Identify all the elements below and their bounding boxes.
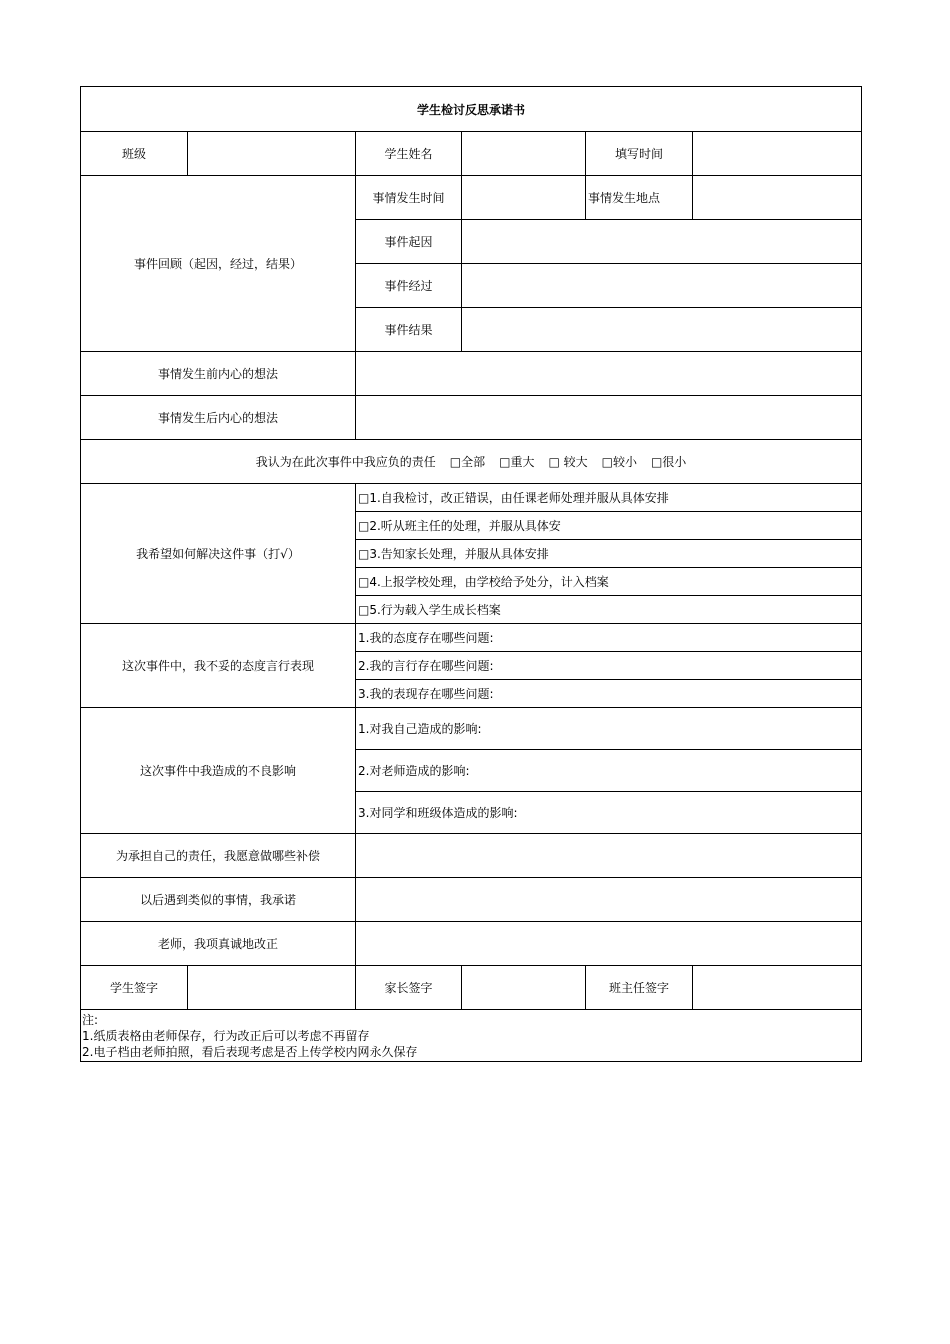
resolution-option-4[interactable]: □4.上报学校处理，由学校给予处分，计入档案 — [356, 568, 862, 596]
form-title: 学生检讨反思承诺书 — [81, 87, 862, 132]
compensation-label: 为承担自己的责任，我愿意做哪些补偿 — [81, 834, 356, 878]
compensation-input-cell[interactable] — [356, 834, 862, 878]
responsibility-label: 我认为在此次事件中我应负的责任 — [255, 455, 436, 469]
event-result-label: 事件结果 — [356, 308, 462, 352]
promise-label: 以后遇到类似的事情，我承诺 — [81, 878, 356, 922]
event-cause-input-cell[interactable] — [462, 220, 862, 264]
event-time-input-cell[interactable] — [462, 176, 586, 220]
student-signature-label: 学生签字 — [81, 966, 188, 1010]
event-process-input-cell[interactable] — [462, 264, 862, 308]
notes-line-2: 2.电子档由老师拍照，看后表现考虑是否上传学校内网永久保存 — [82, 1045, 418, 1059]
responsibility-row — [81, 440, 862, 484]
event-review-label: 事件回顾（起因，经过，结果） — [81, 176, 356, 352]
student-name-label: 学生姓名 — [356, 132, 462, 176]
responsibility-option-very-small[interactable]: □很小 — [650, 455, 687, 469]
responsibility-option-major[interactable]: □重大 — [499, 455, 535, 469]
before-thoughts-input-cell[interactable] — [356, 352, 862, 396]
teacher-signature-cell[interactable] — [693, 966, 862, 1010]
teacher-signature-label: 班主任签字 — [586, 966, 693, 1010]
attitude-item-3[interactable]: 3.我的表现存在哪些问题: — [356, 680, 862, 708]
event-place-input-cell[interactable] — [693, 176, 862, 220]
student-signature-cell[interactable] — [188, 966, 356, 1010]
pledge-form-table — [80, 86, 862, 1010]
impact-label: 这次事件中我造成的不良影响 — [81, 708, 356, 834]
attitude-label: 这次事件中，我不妥的态度言行表现 — [81, 624, 356, 708]
after-thoughts-input-cell[interactable] — [356, 396, 862, 440]
before-thoughts-label: 事情发生前内心的想法 — [81, 352, 356, 396]
attitude-item-2[interactable]: 2.我的言行存在哪些问题: — [356, 652, 862, 680]
event-result-input-cell[interactable] — [462, 308, 862, 352]
class-input-cell[interactable] — [188, 132, 356, 176]
correct-input-cell[interactable] — [356, 922, 862, 966]
notes-box — [80, 1010, 862, 1062]
resolution-option-3[interactable]: □3.告知家长处理，并服从具体安排 — [356, 540, 862, 568]
event-time-label: 事情发生时间 — [356, 176, 462, 220]
event-cause-label: 事件起因 — [356, 220, 462, 264]
resolution-label: 我希望如何解决这件事（打√） — [81, 484, 356, 624]
resolution-option-2[interactable]: □2.听从班主任的处理，并服从具体安 — [356, 512, 862, 540]
impact-item-2[interactable]: 2.对老师造成的影响: — [356, 750, 862, 792]
fill-time-input-cell[interactable] — [693, 132, 862, 176]
responsibility-option-large[interactable]: □ 较大 — [548, 455, 588, 469]
student-name-input-cell[interactable] — [462, 132, 586, 176]
parent-signature-label: 家长签字 — [356, 966, 462, 1010]
impact-item-1[interactable]: 1.对我自己造成的影响: — [356, 708, 862, 750]
resolution-option-5[interactable]: □5.行为载入学生成长档案 — [356, 596, 862, 624]
responsibility-option-all[interactable]: □全部 — [449, 455, 486, 469]
form-sheet — [80, 86, 861, 1062]
impact-item-3[interactable]: 3.对同学和班级体造成的影响: — [356, 792, 862, 834]
event-process-label: 事件经过 — [356, 264, 462, 308]
notes-line-1: 1.纸质表格由老师保存，行为改正后可以考虑不再留存 — [82, 1029, 370, 1043]
attitude-item-1[interactable]: 1.我的态度存在哪些问题: — [356, 624, 862, 652]
promise-input-cell[interactable] — [356, 878, 862, 922]
parent-signature-cell[interactable] — [462, 966, 586, 1010]
class-label: 班级 — [81, 132, 188, 176]
notes-heading: 注: — [82, 1013, 99, 1027]
after-thoughts-label: 事情发生后内心的想法 — [81, 396, 356, 440]
correct-label: 老师，我项真诚地改正 — [81, 922, 356, 966]
event-place-label: 事情发生地点 — [586, 176, 693, 220]
responsibility-option-small[interactable]: □较小 — [601, 455, 637, 469]
fill-time-label: 填写时间 — [586, 132, 693, 176]
resolution-option-1[interactable]: □1.自我检讨，改正错误，由任课老师处理并服从具体安排 — [356, 484, 862, 512]
